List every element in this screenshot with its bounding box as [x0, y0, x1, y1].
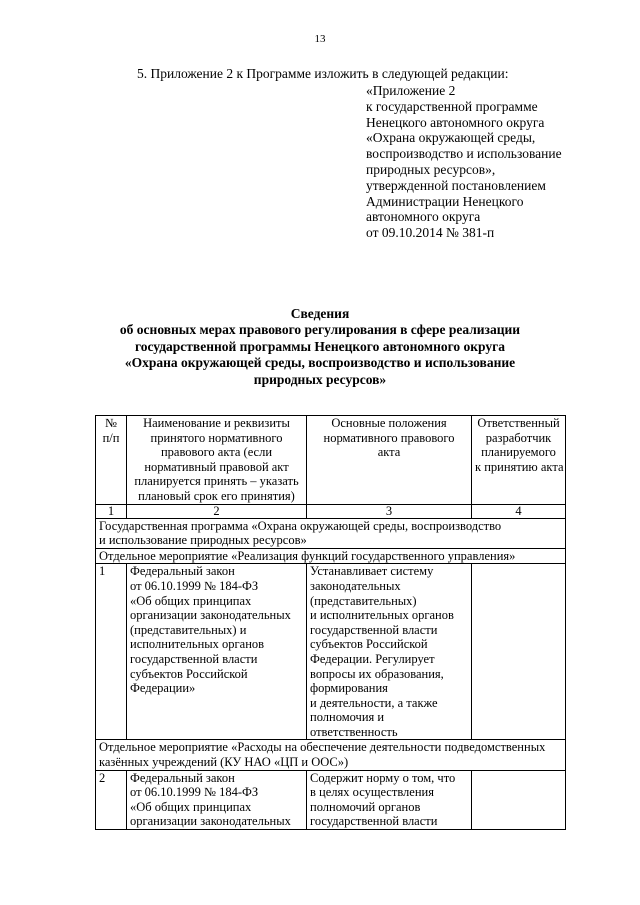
provisions-cell: Содержит норму о том, что в целях осуществления полномочий органов государственной власти: [307, 770, 472, 829]
section-row: [96, 548, 566, 564]
amendment-item-text: 5. Приложение 2 к Программе изложить в следующей редакции:: [137, 66, 509, 81]
heading-line: «Охрана окружающей среды, воспроизводство и использование: [124, 355, 516, 371]
regulation-measures-table: [95, 415, 566, 830]
table-header-row: [96, 416, 566, 505]
appendix-line: природных ресурсов»,: [366, 161, 496, 177]
act-cell: Федеральный закон от 06.10.1999 № 184-ФЗ «Об общих принципах организации законодательных: [127, 770, 307, 829]
header-provisions: Основные положения нормативного правового акта: [307, 416, 472, 505]
appendix-line: к государственной программе: [366, 98, 538, 114]
appendix-line: воспроизводство и использование: [366, 146, 562, 162]
column-number-row: [96, 504, 566, 518]
appendix-line: «Охрана окружающей среды,: [366, 130, 536, 146]
act-cell: Федеральный закон от 06.10.1999 № 184-ФЗ «Об общих принципах организации законодательных (представительных) и исполнительных органов государственной власти субъектов Российской Федерации»: [127, 564, 307, 740]
program-title-cell: Государственная программа «Охрана окружающей среды, воспроизводство и использование природных ресурсов»: [96, 518, 566, 548]
appendix-line: утвержденной постановлением: [366, 177, 546, 193]
section-title-cell: Отдельное мероприятие «Расходы на обеспечение деятельности подведомственных казённых учреждений (КУ НАО «ЦП и ООС»): [96, 740, 566, 770]
heading-line: Сведения: [290, 306, 350, 321]
header-responsible: Ответственный разработчик планируемого к принятию акта: [472, 416, 566, 505]
appendix-line: «Приложение 2: [366, 83, 456, 98]
responsible-cell: [472, 564, 566, 740]
column-number: 2: [127, 504, 307, 518]
header-act-name: Наименование и реквизиты принятого нормативного правового акта (если нормативный правовой акт планируется принять – указать плановый срок его принятия): [127, 416, 307, 505]
document-heading: [0, 306, 640, 388]
provisions-cell: Устанавливает систему законодательных (представительных) и исполнительных органов государственной власти субъектов Российской Федерации. Регулирует вопросы их образования, формирования и деятельности, а также полномочия и ответственность: [307, 564, 472, 740]
section-row: [96, 740, 566, 770]
appendix-line: автономного округа: [366, 209, 481, 225]
row-number: 1: [96, 564, 127, 740]
column-number: 4: [472, 504, 566, 518]
appendix-reference-block: [366, 83, 562, 241]
table-row: [96, 770, 566, 829]
header-number: № п/п: [96, 416, 127, 505]
heading-line: природных ресурсов»: [253, 371, 387, 387]
appendix-line: Ненецкого автономного округа: [366, 114, 545, 130]
column-number: 1: [96, 504, 127, 518]
page-number: 13: [314, 33, 326, 45]
appendix-line: Администрации Ненецкого: [366, 193, 524, 209]
table-row: [96, 564, 566, 740]
section-title-cell: Отдельное мероприятие «Реализация функций государственного управления»: [96, 548, 566, 564]
responsible-cell: [472, 770, 566, 829]
program-row: [96, 518, 566, 548]
heading-line: государственной программы Ненецкого автономного округа: [134, 338, 506, 354]
heading-line: об основных мерах правового регулирования в сфере реализации: [119, 322, 521, 338]
row-number: 2: [96, 770, 127, 829]
column-number: 3: [307, 504, 472, 518]
appendix-line: от 09.10.2014 № 381-п: [366, 225, 495, 241]
